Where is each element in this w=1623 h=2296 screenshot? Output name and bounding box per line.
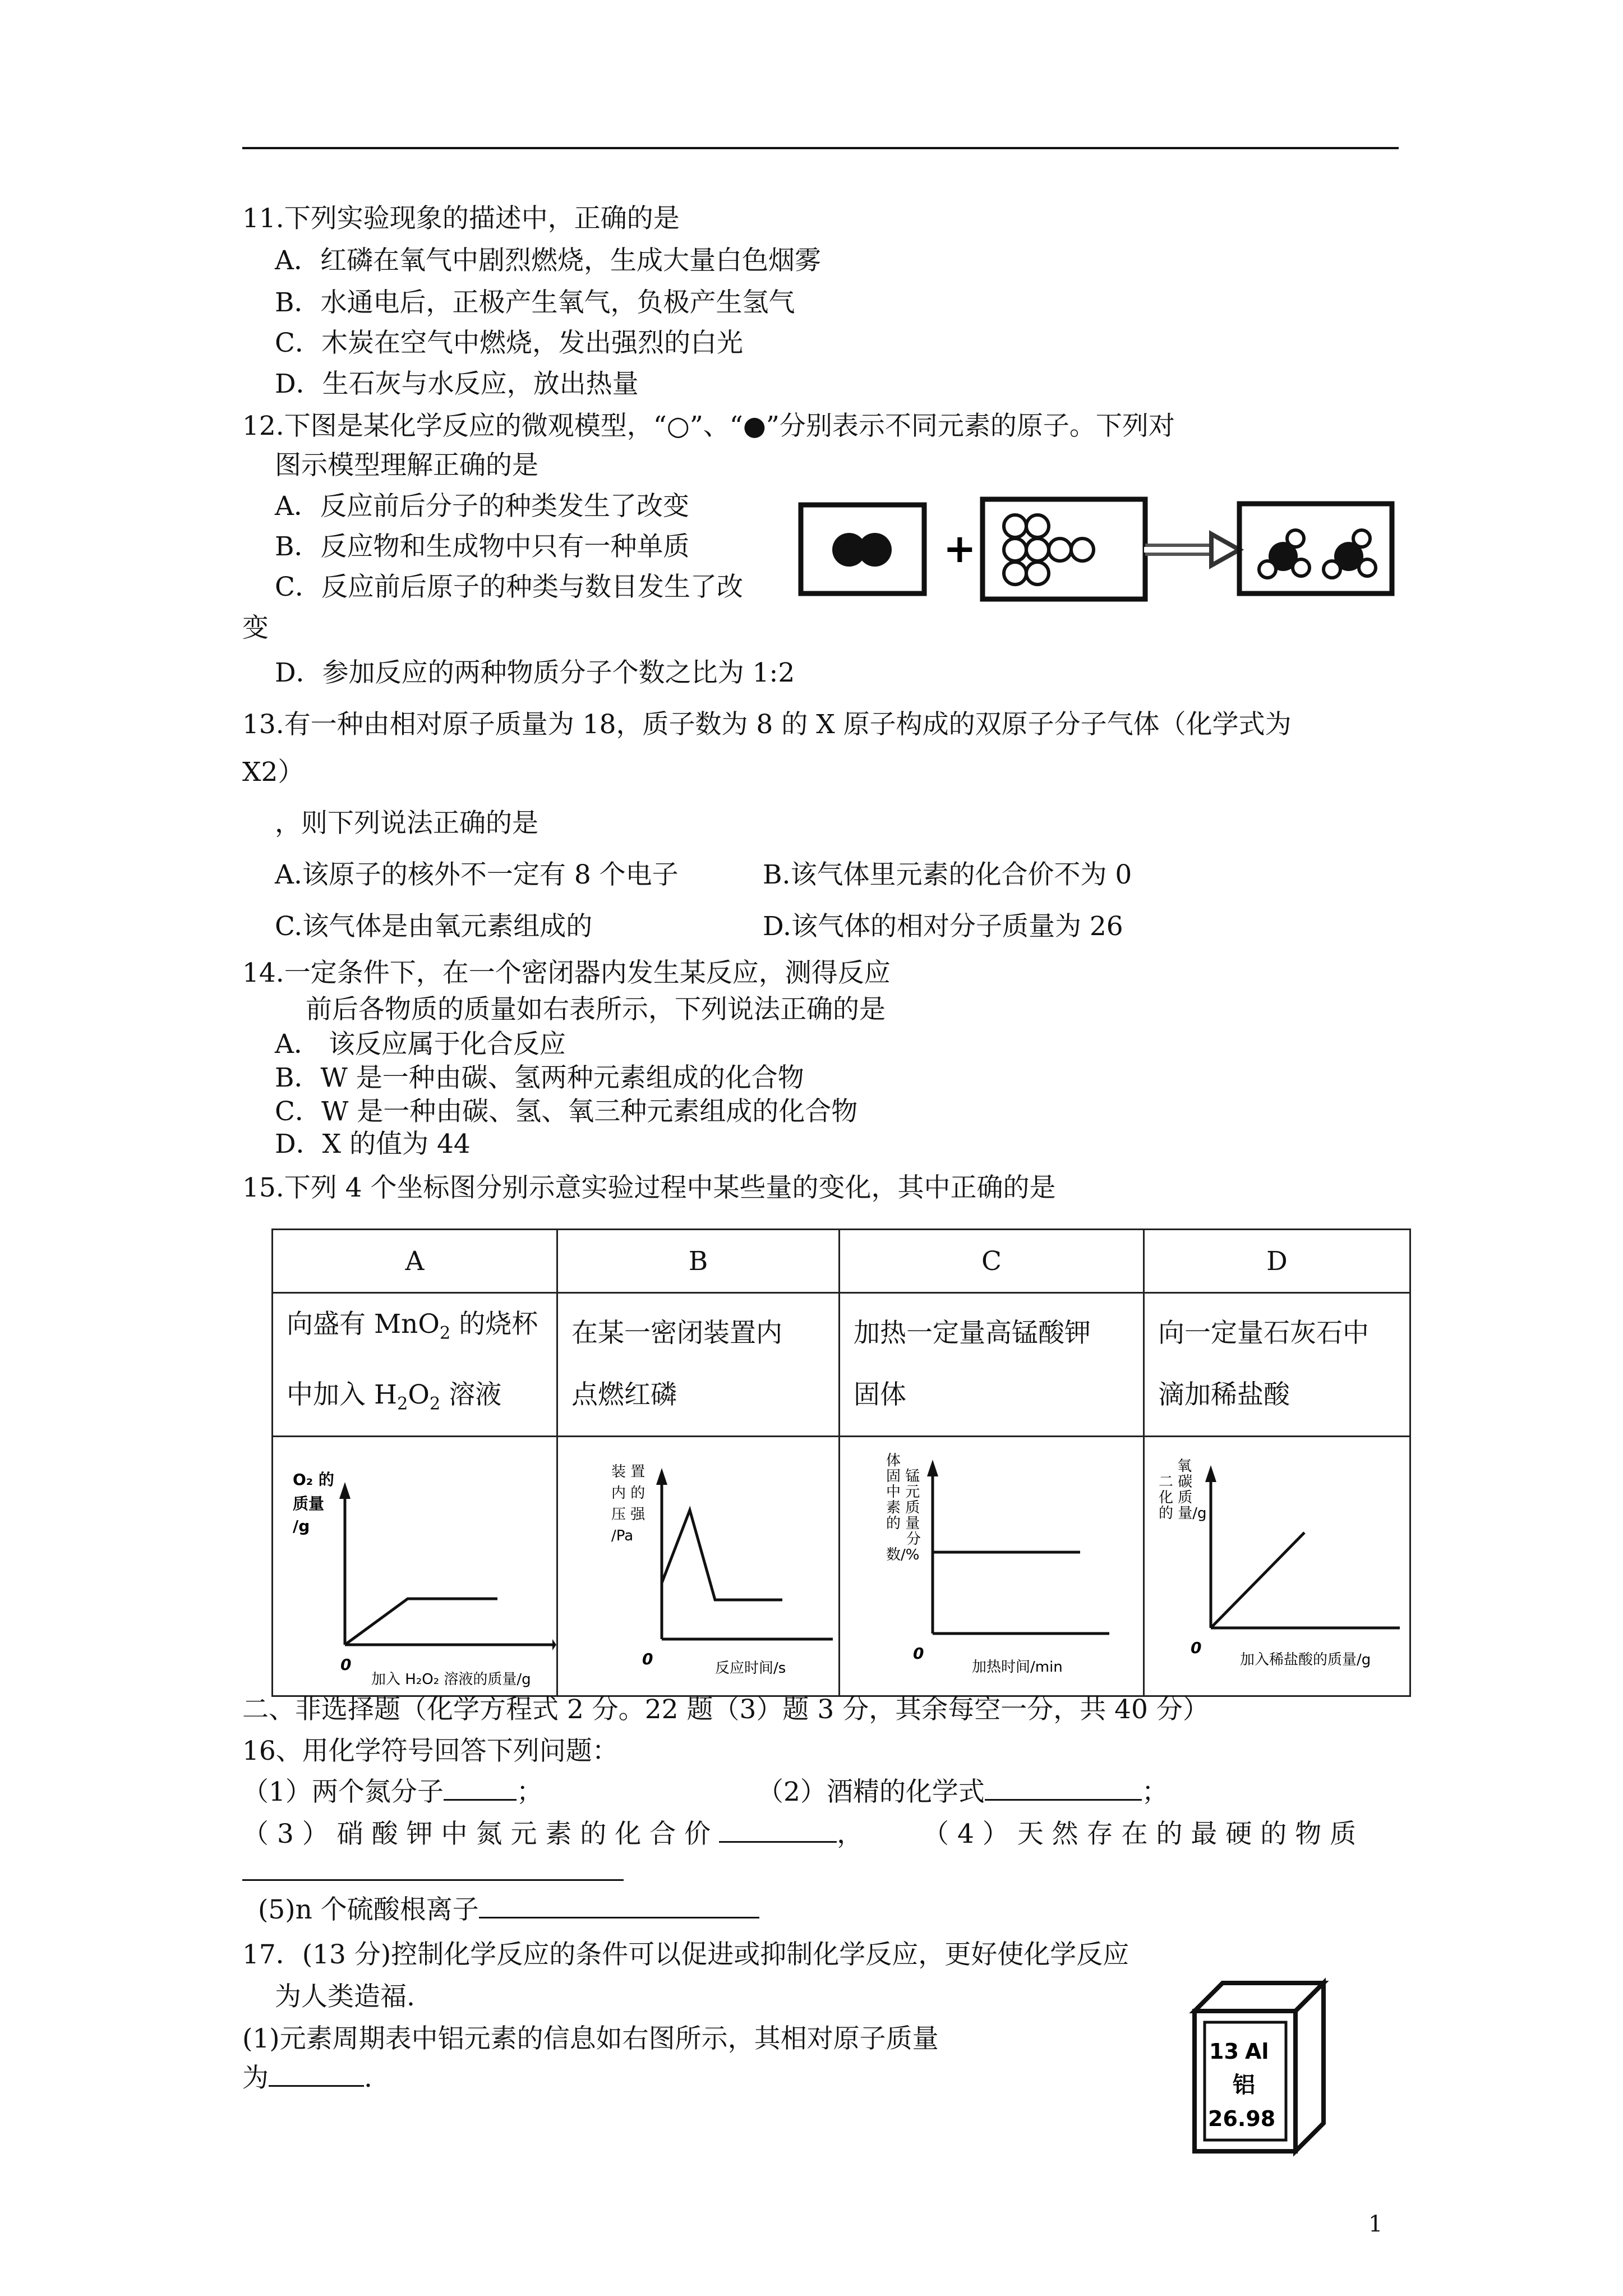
graph-a-ylabel-1: O₂ 的 [293, 1470, 334, 1489]
q13-stem-line2: X2） [242, 757, 305, 788]
q13-option-b: B.该气体里元素的化合价不为 0 [763, 859, 1132, 890]
q17-answer-1[interactable] [269, 2063, 364, 2087]
q16-part1: （1）两个氮分子 ； [242, 1777, 543, 1807]
q15-graph-b [557, 1436, 840, 1696]
graph-d-ylabel-1: 氧 [1177, 1457, 1192, 1475]
q11-option-c: C．木炭在空气中燃烧，发出强烈的白光 [275, 328, 743, 358]
q16-part2: （2）酒精的化学式 ； [757, 1777, 1168, 1807]
graph-a-origin: 0 [340, 1655, 352, 1674]
q15-desc-a: 向盛有 MnO$_2$ 的烧杯 中加入 $H_2O_2$ 溶液 [273, 1293, 557, 1437]
al-atomic-mass: 26.98 [1208, 2106, 1276, 2131]
graph-b-ylabel-1: 装 置 [611, 1463, 645, 1480]
graph-b-ylabel-3: 压 强 [611, 1506, 645, 1523]
q12-stem-line1: 12.下图是某化学反应的微观模型，“○”、“●”分别表示不同元素的原子。下列对 [242, 411, 1175, 441]
q16-answer-4[interactable] [242, 1879, 624, 1881]
graph-b-xlabel: 反应时间/s [715, 1659, 786, 1677]
graph-c-ylabel-1: 体 [886, 1452, 901, 1469]
q11-option-d: D．生石灰与水反应，放出热量 [275, 369, 639, 399]
graph-a-ylabel-2: 质量 [293, 1494, 325, 1513]
q16-answer-3[interactable] [719, 1819, 837, 1843]
al-atomic-number: 13 [1209, 2039, 1239, 2064]
graph-d-xlabel: 加入稀盐酸的质量/g [1240, 1651, 1371, 1668]
q12-option-d: D．参加反应的两种物质分子个数之比为 1:2 [275, 657, 795, 688]
q12-option-b: B．反应物和生成物中只有一种单质 [275, 531, 690, 562]
graph-d-origin: 0 [1191, 1638, 1202, 1657]
graph-a-ylabel-3: /g [293, 1516, 310, 1535]
graph-c-ylabel-7: 数/% [886, 1546, 920, 1563]
q16-answer-5[interactable] [479, 1894, 759, 1918]
q16-part5: (5)n 个硫酸根离子 [258, 1893, 759, 1927]
q16-part3: （ 3 ） 硝 酸 钾 中 氮 元 素 的 化 合 价 ， [242, 1819, 864, 1849]
graph-c-ylabel-6: 分 [906, 1530, 921, 1548]
q14-option-d: D．X 的值为 44 [275, 1129, 471, 1159]
q13-option-d: D.该气体的相对分子质量为 26 [763, 911, 1123, 942]
aluminum-element-card [1189, 1977, 1329, 2157]
graph-b-ylabel-4: /Pa [611, 1527, 634, 1544]
q11-option-a: A．红磷在氧气中剧烈燃烧，生成大量白色烟雾 [275, 245, 821, 276]
graph-c-xlabel: 加热时间/min [972, 1658, 1063, 1676]
q15-stem: 15.下列 4 个坐标图分别示意实验过程中某些量的变化，其中正确的是 [242, 1172, 1056, 1203]
plus-sign: + [943, 526, 976, 572]
q13-stem-line1: 13.有一种由相对原子质量为 18，质子数为 8 的 X 原子构成的双原子分子气体（化学式为 [242, 709, 1292, 740]
q15-header-d: D [1144, 1230, 1410, 1293]
q12-stem-line2: 图示模型理解正确的是 [275, 450, 538, 481]
graph-c-ylabel-3: 中 元 [886, 1483, 920, 1501]
graph-c-ylabel-2: 固 锰 [886, 1467, 920, 1485]
q11-stem: 11.下列实验现象的描述中，正确的是 [242, 203, 680, 234]
graph-c-origin: 0 [913, 1644, 924, 1663]
q13-stem-line3: ，则下列说法正确的是 [275, 808, 538, 839]
q14-option-c: C．W 是一种由碳、氢、氧三种元素组成的化合物 [275, 1096, 858, 1127]
graph-d-ylabel-3: 化 质 [1159, 1489, 1193, 1506]
q13-option-c: C.该气体是由氧元素组成的 [275, 911, 593, 942]
q17-stem-line1: 17．(13 分)控制化学反应的条件可以促进或抑制化学反应，更好使化学反应 [242, 1939, 1129, 1970]
q17-part1-line2: 为 . [242, 2063, 372, 2093]
graph-b-curve [662, 1510, 782, 1600]
graph-b-origin: 0 [642, 1649, 653, 1668]
page-number: 1 [1368, 2211, 1383, 2237]
q15-graph-a [273, 1436, 557, 1696]
q15-header-a: A [273, 1230, 557, 1293]
q14-option-b: B．W 是一种由碳、氢两种元素组成的化合物 [275, 1062, 804, 1093]
q15-graph-c [840, 1436, 1144, 1696]
q16-answer-2[interactable] [985, 1777, 1142, 1801]
al-name: 铝 [1233, 2072, 1255, 2098]
q15-header-c: C [840, 1230, 1144, 1293]
product-molecule-2 [1324, 530, 1376, 578]
q12-option-c-cont: 变 [242, 613, 269, 643]
graph-c-ylabel-4: 素 质 [886, 1499, 920, 1516]
q15-desc-b: 在某一密闭装置内 点燃红磷 [557, 1293, 840, 1437]
q15-table [271, 1228, 1411, 1697]
graph-d-ylabel-4: 的 量/g [1159, 1504, 1207, 1522]
q16-answer-1[interactable] [444, 1777, 517, 1801]
graph-d-ylabel-2: 二 碳 [1159, 1473, 1193, 1490]
q12-option-a: A．反应前后分子的种类发生了改变 [275, 491, 689, 522]
reaction-model-diagram [796, 494, 1396, 606]
q17-part1-line1: (1)元素周期表中铝元素的信息如右图所示，其相对原子质量 [242, 2023, 939, 2054]
product-molecule-1 [1259, 530, 1310, 578]
q15-desc-d: 向一定量石灰石中 滴加稀盐酸 [1144, 1293, 1410, 1437]
graph-d-curve [1211, 1533, 1304, 1628]
q16-part4: （ 4 ） 天 然 存 在 的 最 硬 的 物 质 [923, 1819, 1357, 1849]
q14-stem-line2: 前后各物质的质量如右表所示，下列说法正确的是 [306, 994, 886, 1025]
q15-header-b: B [557, 1230, 840, 1293]
q12-option-c: C．反应前后原子的种类与数目发生了改 [275, 572, 743, 602]
q14-stem-line1: 14.一定条件下，在一个密闭器内发生某反应，测得反应 [242, 958, 891, 988]
al-symbol: Al [1245, 2039, 1269, 2064]
q14-option-a: A． 该反应属于化合反应 [275, 1029, 566, 1060]
q11-option-b: B．水通电后，正极产生氧气，负极产生氢气 [275, 287, 795, 318]
light-atoms [1004, 515, 1094, 585]
graph-a-curve [345, 1599, 497, 1645]
graph-b-ylabel-2: 内 的 [611, 1484, 645, 1502]
reactant-box-2 [983, 499, 1145, 599]
q15-graph-d [1144, 1436, 1410, 1696]
part2-title: 二、非选择题（化学方程式 2 分。22 题（3）题 3 分，其余每空一分，共 40 分） [242, 1694, 1209, 1725]
q15-desc-c: 加热一定量高锰酸钾 固体 [840, 1293, 1144, 1437]
graph-c-ylabel-5: 的 量 [886, 1515, 920, 1532]
q16-stem: 16、用化学符号回答下列问题： [242, 1736, 619, 1766]
reaction-arrow-head [1211, 534, 1239, 565]
q13-option-a: A.该原子的核外不一定有 8 个电子 [275, 859, 679, 890]
q17-stem-line2: 为人类造福. [275, 1981, 415, 2012]
dark-atom [858, 533, 892, 567]
graph-a-xlabel: 加入 H₂O₂ 溶液的质量/g [371, 1671, 531, 1688]
product-box [1239, 504, 1392, 593]
header-rule [242, 147, 1399, 149]
